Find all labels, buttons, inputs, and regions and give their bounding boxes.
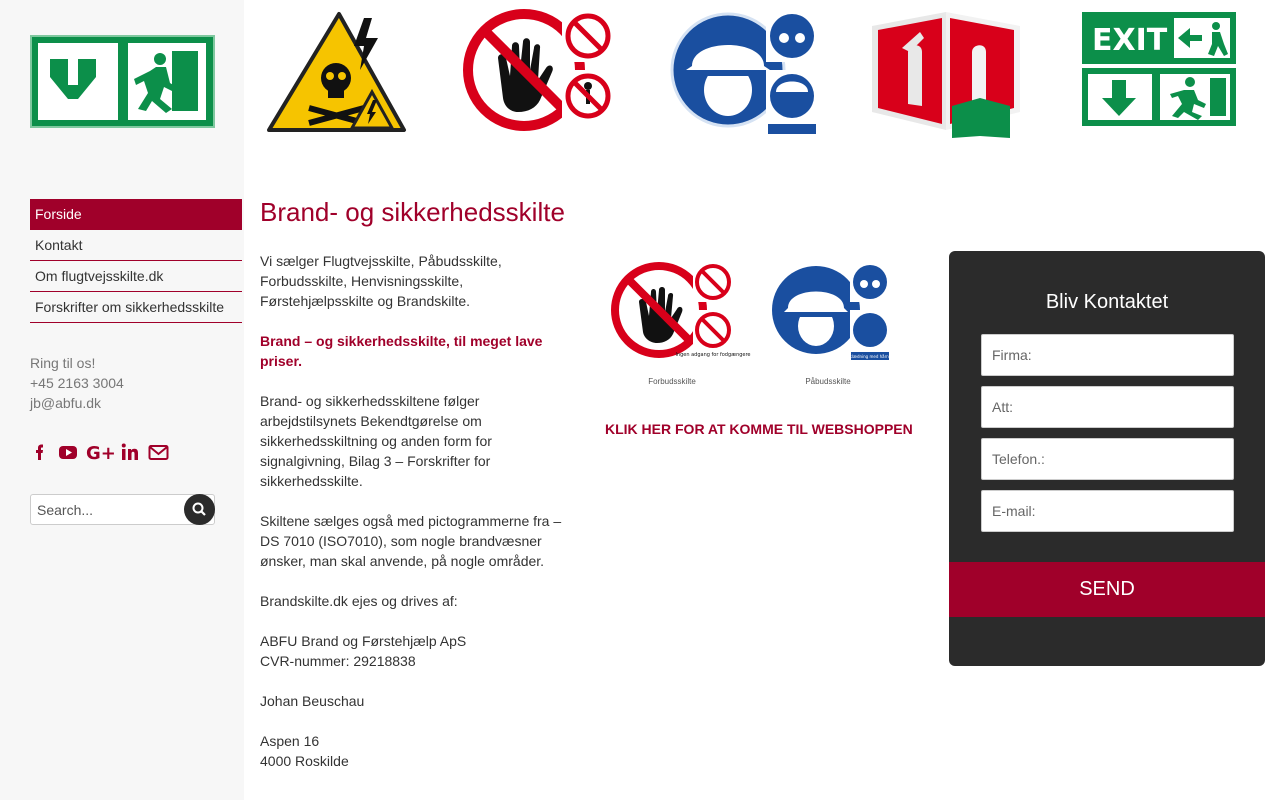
sign-text-1: Ingen adgang for fodgængere <box>675 352 751 358</box>
paabudsskilte-image-icon[interactable] <box>768 262 909 372</box>
webshop-link[interactable]: KLIK HER FOR AT KOMME TIL WEBSHOPPEN <box>605 421 913 437</box>
nav-item-forside[interactable]: Forside <box>30 199 242 230</box>
contact-form <box>949 251 1265 666</box>
nav-item-kontakt[interactable]: Kontakt <box>30 230 242 261</box>
call-label: Ring til os! <box>30 355 96 371</box>
cvr-number: CVR-nummer: 29218838 <box>260 653 416 669</box>
email-link[interactable]: jb@abfu.dk <box>30 395 102 411</box>
telefon-field[interactable] <box>981 438 1234 480</box>
intro-paragraph: Vi sælger Flugtvejsskilte, Påbudsskilte, Forbudsskilte, Henvisningsskilte, Førstehjælpsskilte og Brandskilte. <box>260 253 502 309</box>
main-nav <box>30 199 242 323</box>
fire-sign-icon <box>868 8 1024 138</box>
nav-item-forskrifter[interactable]: Forskrifter om sikkerhedsskilte <box>30 292 242 323</box>
facebook-icon[interactable] <box>30 442 58 464</box>
site-logo[interactable] <box>30 35 215 128</box>
exit-sign-text: EXIT <box>1092 23 1168 58</box>
youtube-icon[interactable] <box>58 442 86 464</box>
regulation-paragraph: Brand- og sikkerhedsskiltene følger arbejdstilsynets Bekendtgørelse om sikkerhedsskiltning og anden form for signalgivning, Bilag 3 – Forskrifter for sikkerhedsskilte. <box>260 393 492 489</box>
google-plus-icon[interactable] <box>86 442 120 464</box>
iso-paragraph: Skiltene sælges også med pictogrammerne fra – DS 7010 (ISO7010), som nogle brandvæsner ønsker, man skal anvende, på nogle områder. <box>260 513 562 569</box>
city-address: 4000 Roskilde <box>260 753 349 769</box>
search-button[interactable] <box>184 494 215 525</box>
social-links <box>30 442 176 464</box>
contact-info <box>30 353 124 413</box>
mandatory-sign-icon <box>662 8 822 138</box>
page-title: Brand- og sikkerhedsskilte <box>260 197 565 227</box>
email-field[interactable] <box>981 490 1234 532</box>
svg-text:G+: G+ <box>86 443 116 464</box>
street-address: Aspen 16 <box>260 733 320 749</box>
owner-intro: Brandskilte.dk ejes og drives af: <box>260 593 458 609</box>
header-banner <box>244 0 1280 145</box>
search-icon <box>184 494 215 525</box>
firma-field[interactable] <box>981 334 1234 376</box>
form-title: Bliv Kontaktet <box>1045 291 1169 313</box>
caption-paabudsskilte: Påbudsskilte <box>805 377 851 386</box>
highlight-paragraph: Brand – og sikkerhedsskilte, til meget lave priser. <box>260 333 543 369</box>
exit-sign-icon <box>1078 8 1238 133</box>
warning-sign-icon <box>254 8 409 138</box>
linkedin-icon[interactable] <box>120 442 148 464</box>
sign-text-2: Hovedbeklædning med hårnet påbudt <box>831 354 909 359</box>
prohibition-sign-icon <box>458 8 618 138</box>
exit-sign-logo-icon <box>32 37 213 126</box>
forbudsskilte-image-icon[interactable] <box>611 262 751 372</box>
contact-person: Johan Beuschau <box>260 693 365 709</box>
company-name: ABFU Brand og Førstehjælp ApS <box>260 633 467 649</box>
send-button[interactable]: SEND <box>949 562 1265 617</box>
main-text <box>260 251 570 771</box>
phone-number[interactable]: +45 2163 3004 <box>30 375 124 391</box>
att-field[interactable] <box>981 386 1234 428</box>
caption-forbudsskilte: Forbudsskilte <box>648 377 696 386</box>
sidebar <box>0 0 244 800</box>
search-form <box>30 494 215 525</box>
nav-item-om[interactable]: Om flugtvejsskilte.dk <box>30 261 242 292</box>
envelope-icon[interactable] <box>148 442 176 464</box>
